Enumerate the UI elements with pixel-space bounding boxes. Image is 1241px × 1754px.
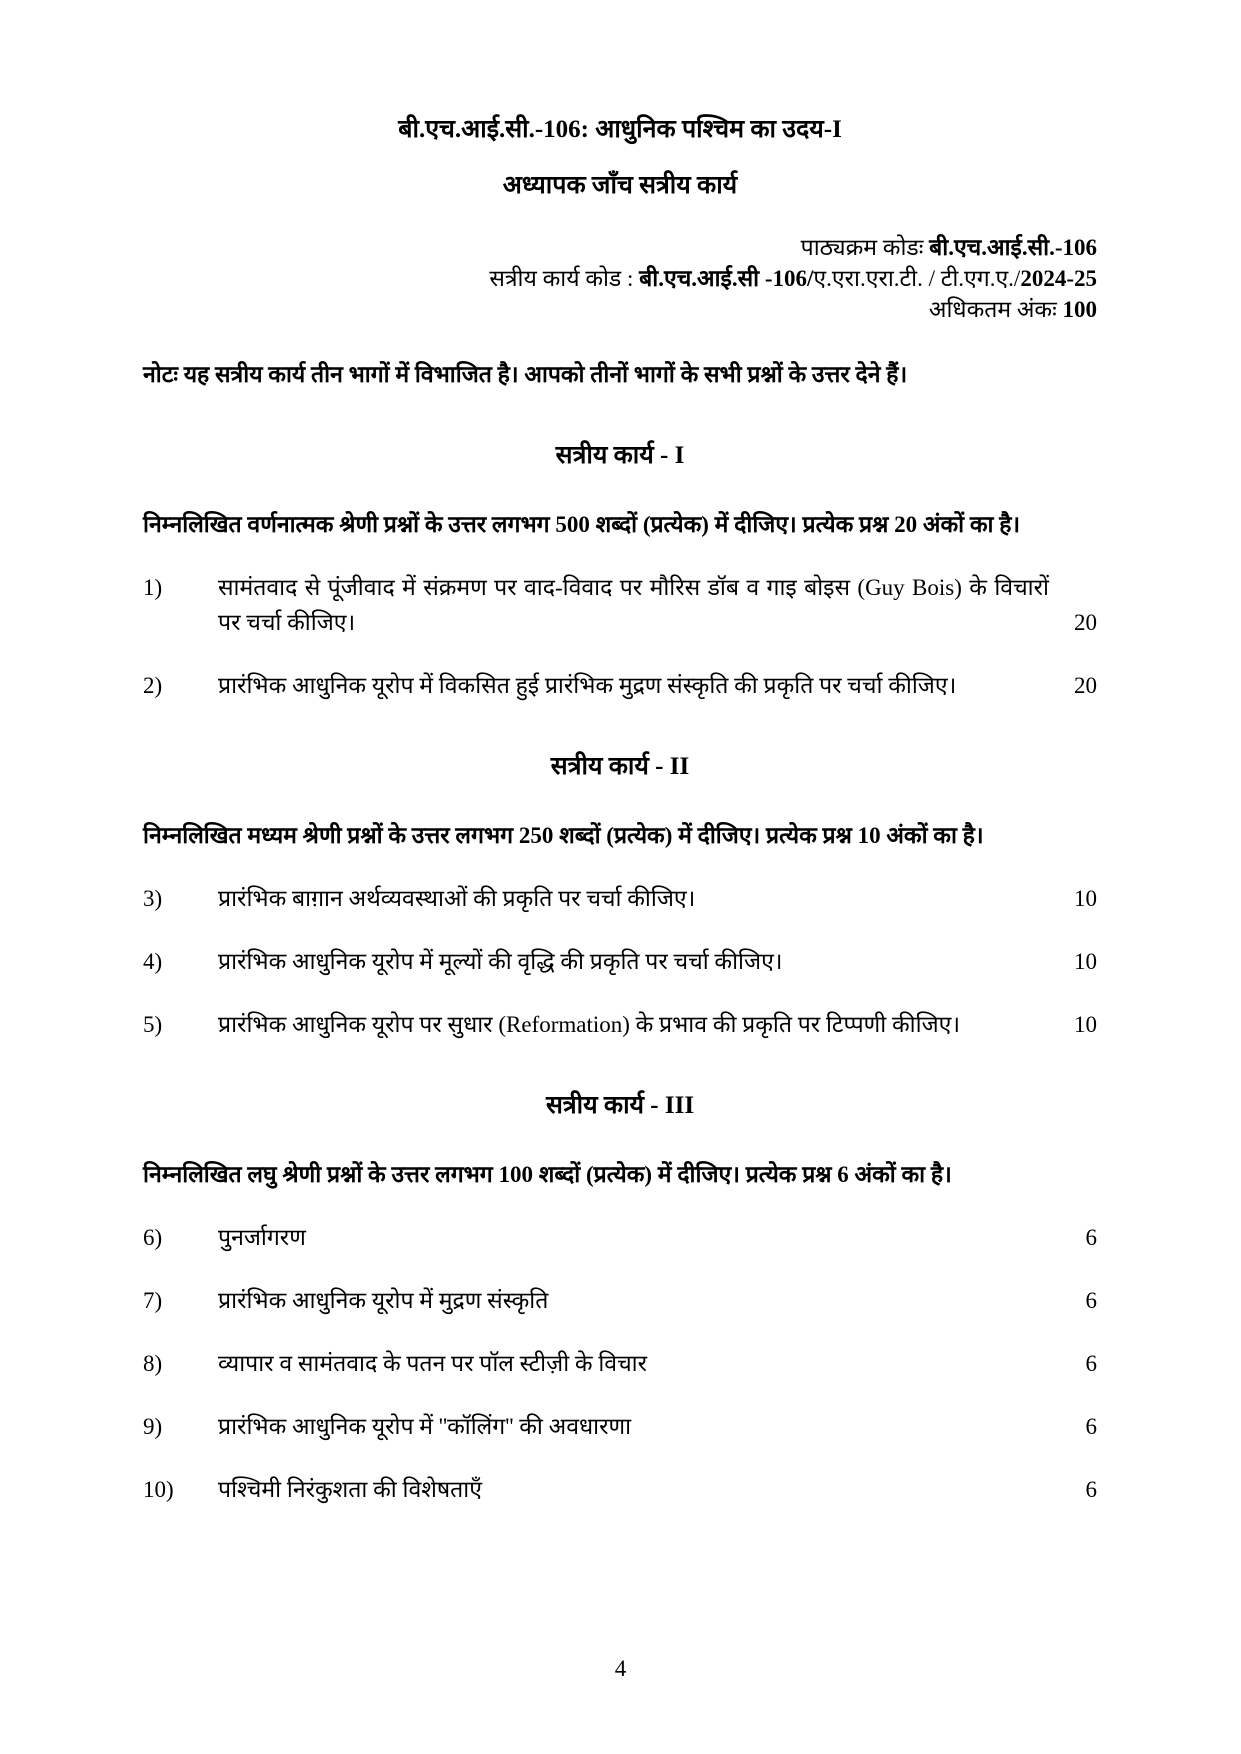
section-3-intro: निम्नलिखित लघु श्रेणी प्रश्नों के उत्तर लगभग 100 शब्दों (प्रत्येक) में दीजिए। प्रत्येक प्रश्न 6 अंकों का है। xyxy=(143,1162,952,1187)
question-text: प्रारंभिक आधुनिक यूरोप में मूल्यों की वृद्धि की प्रकृति पर चर्चा कीजिए। xyxy=(218,949,783,974)
max-marks-value: 100 xyxy=(1062,297,1097,322)
question-row xyxy=(143,881,1097,916)
question-text: सामंतवाद से पूंजीवाद में संक्रमण पर वाद-विवाद पर मौरिस डॉब व गाइ बोइस (Guy Bois) के विचारों पर चर्चा कीजिए। xyxy=(218,575,1049,635)
assignment-code-label: सत्रीय कार्य कोड : xyxy=(489,266,640,291)
course-code-value: बी.एच.आई.सी.-106 xyxy=(929,235,1097,260)
question-marks: 20 xyxy=(1074,610,1097,635)
question-marks: 6 xyxy=(1085,1351,1097,1376)
question-marks: 10 xyxy=(1074,949,1097,974)
question-row xyxy=(143,1409,1097,1444)
question-marks: 20 xyxy=(1074,673,1097,698)
section-3-heading: सत्रीय कार्य - III xyxy=(545,1092,695,1119)
question-marks: 6 xyxy=(1085,1414,1097,1439)
question-number: 9) xyxy=(143,1414,163,1439)
question-text: पश्चिमी निरंकुशता की विशेषताएँ xyxy=(218,1477,482,1502)
assignment-code-part1: बी.एच.आई.सी -106/ xyxy=(639,266,814,291)
question-number: 8) xyxy=(143,1351,163,1376)
question-row xyxy=(143,570,1097,640)
course-code-line xyxy=(143,232,1097,263)
section-2-intro: निम्नलिखित मध्यम श्रेणी प्रश्नों के उत्तर लगभग 250 शब्दों (प्रत्येक) में दीजिए। प्रत्येक प्रश्न 10 अंकों का है। xyxy=(143,823,984,848)
question-row xyxy=(143,1007,1097,1042)
note-paragraph: नोटः यह सत्रीय कार्य तीन भागों में विभाजित है। आपको तीनों भागों के सभी प्रश्नों के उत्तर देने हैं। xyxy=(143,362,908,387)
question-number: 6) xyxy=(143,1225,163,1250)
question-row xyxy=(143,1283,1097,1318)
document-title: बी.एच.आई.सी.-106: आधुनिक पश्चिम का उदय-I xyxy=(398,116,842,143)
document-subtitle: अध्यापक जाँच सत्रीय कार्य xyxy=(502,172,738,199)
max-marks-label: अधिकतम अंकः xyxy=(928,297,1063,322)
section-2-heading: सत्रीय कार्य - II xyxy=(550,753,690,780)
question-marks: 10 xyxy=(1074,886,1097,911)
question-text: व्यापार व सामंतवाद के पतन पर पॉल स्टीज़ी के विचार xyxy=(218,1351,648,1376)
assignment-code-line xyxy=(143,263,1097,294)
question-number: 1) xyxy=(143,575,163,600)
section-2 xyxy=(143,749,1097,1042)
section-1 xyxy=(143,438,1097,703)
question-text: प्रारंभिक आधुनिक यूरोप में ''कॉलिंग'' की अवधारणा xyxy=(218,1414,632,1439)
page-number: 4 xyxy=(614,1656,627,1681)
question-number: 2) xyxy=(143,673,163,698)
question-number: 5) xyxy=(143,1012,163,1037)
max-marks-line xyxy=(143,294,1097,325)
question-row xyxy=(143,1220,1097,1255)
question-text: पुनर्जागरण xyxy=(218,1225,306,1250)
question-text: प्रारंभिक आधुनिक यूरोप पर सुधार (Reformation) के प्रभाव की प्रकृति पर टिप्पणी कीजिए। xyxy=(218,1012,961,1037)
assignment-code-part3: 2024-25 xyxy=(1020,266,1097,291)
section-1-intro: निम्नलिखित वर्णनात्मक श्रेणी प्रश्नों के उत्तर लगभग 500 शब्दों (प्रत्येक) में दीजिए। प्रत्येक प्रश्न 20 अंकों का है। xyxy=(143,512,1021,537)
question-number: 7) xyxy=(143,1288,163,1313)
question-text: प्रारंभिक बाग़ान अर्थव्यवस्थाओं की प्रकृति पर चर्चा कीजिए। xyxy=(218,886,696,911)
course-code-label: पाठ्यक्रम कोडः xyxy=(800,235,930,260)
question-number: 3) xyxy=(143,886,163,911)
question-marks: 6 xyxy=(1085,1477,1097,1502)
question-marks: 6 xyxy=(1085,1225,1097,1250)
question-number: 10) xyxy=(143,1477,174,1502)
question-row xyxy=(143,1346,1097,1381)
section-1-heading: सत्रीय कार्य - I xyxy=(555,442,685,469)
question-marks: 6 xyxy=(1085,1288,1097,1313)
section-3 xyxy=(143,1088,1097,1507)
question-text: प्रारंभिक आधुनिक यूरोप में मुद्रण संस्कृति xyxy=(218,1288,549,1313)
question-marks: 10 xyxy=(1074,1012,1097,1037)
question-text: प्रारंभिक आधुनिक यूरोप में विकसित हुई प्रारंभिक मुद्रण संस्कृति की प्रकृति पर चर्चा कीजिए। xyxy=(218,673,957,698)
header-codes-block xyxy=(143,232,1097,325)
assignment-code-part2: ए.एरा.एरा.टी. / टी.एग.ए./ xyxy=(813,266,1021,291)
question-row xyxy=(143,944,1097,979)
question-row xyxy=(143,1472,1097,1507)
question-number: 4) xyxy=(143,949,163,974)
question-row xyxy=(143,668,1097,703)
